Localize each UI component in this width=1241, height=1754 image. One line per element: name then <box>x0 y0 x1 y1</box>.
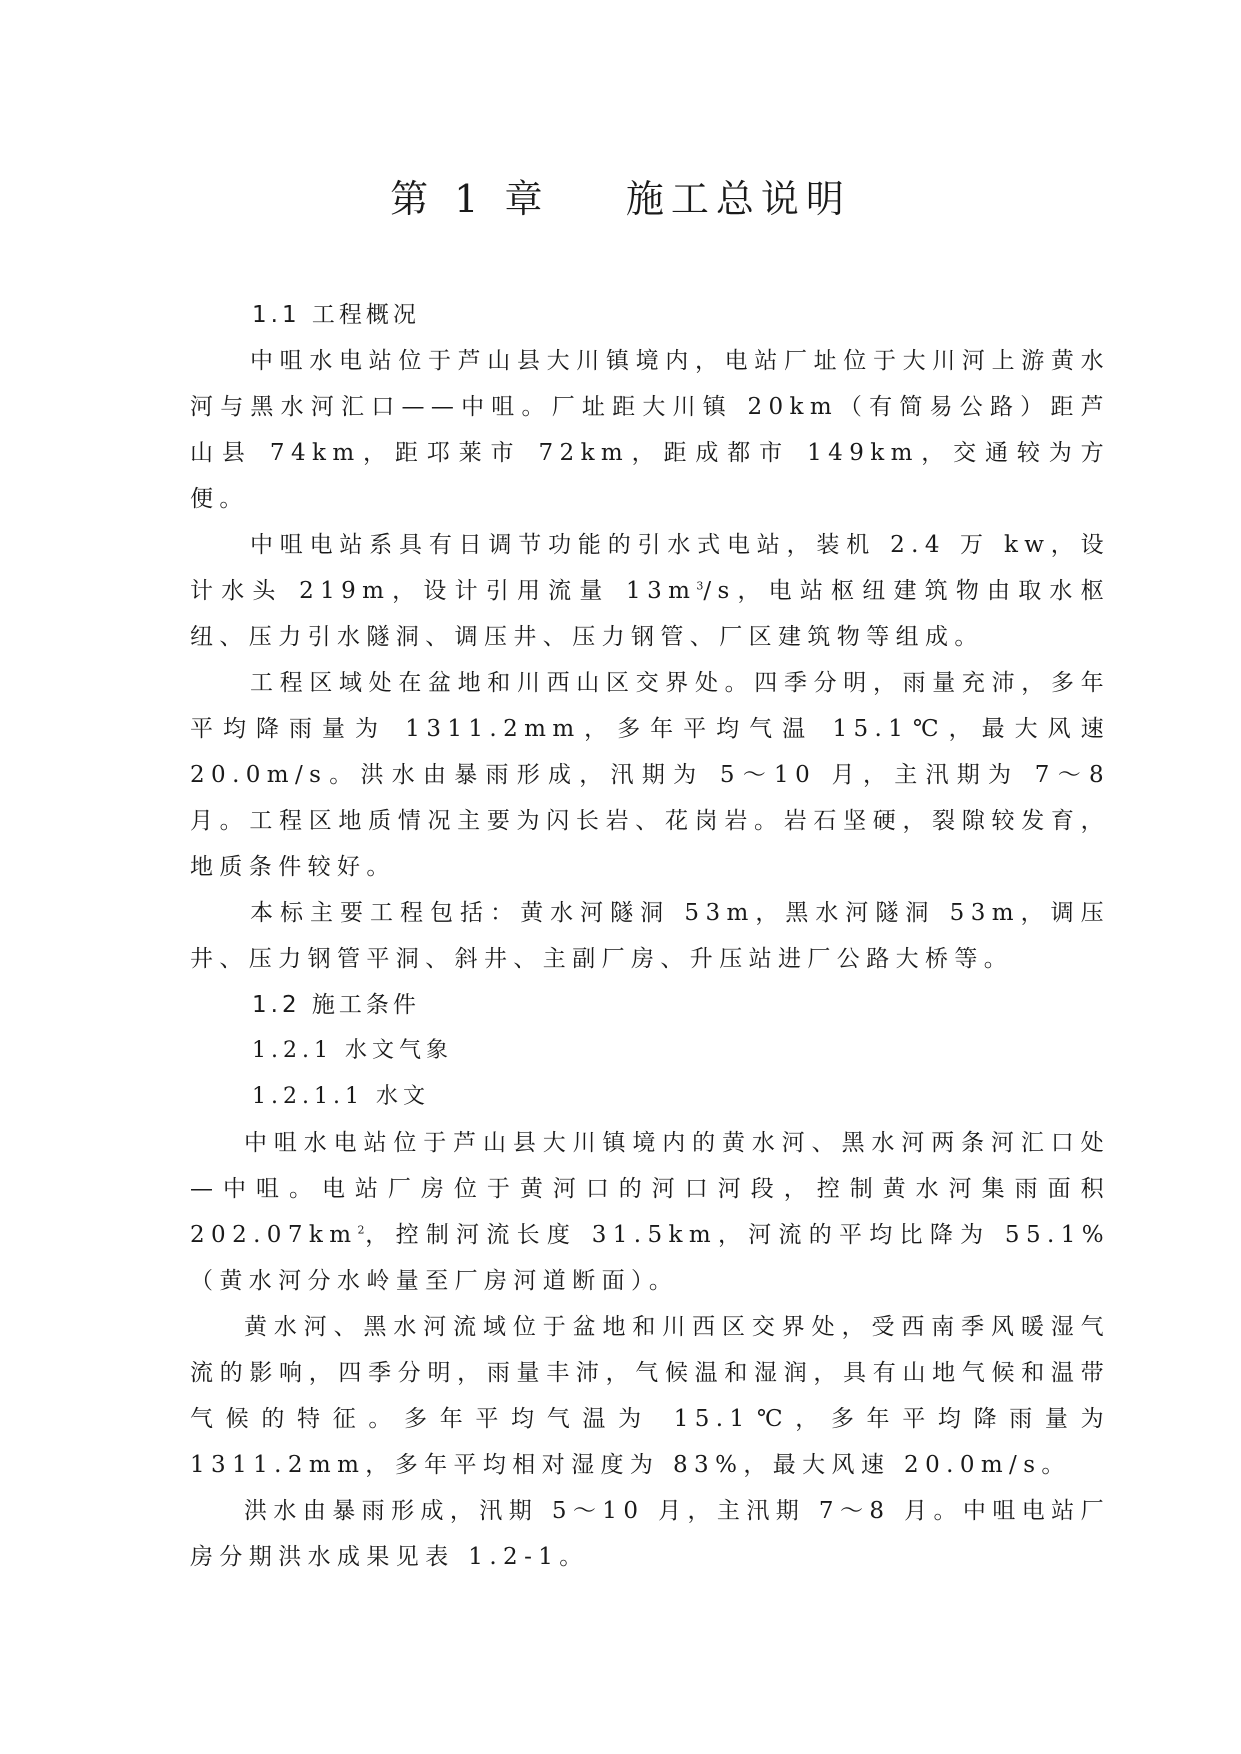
paragraph-climate: 黄水河、黑水河流域位于盆地和川西区交界处，受西南季风暖湿气流的影响，四季分明，雨量丰沛，气候温和湿润，具有山地气候和温带气候的特征。多年平均气温为 15.1℃，多年平均降雨量为 1311.2mm，多年平均相对湿度为 83%，最大风速 20.0m/s。 <box>190 1314 1110 1478</box>
paragraph-text: ，控制河流长度 31.5km，河流的平均比降为 55.1%（黄水河分水岭量至厂房河道断面）。 <box>190 1222 1110 1294</box>
chapter-title: 第 1 章 施工总说明 <box>390 177 851 221</box>
document-body <box>190 292 1110 1580</box>
section-heading-1-1: 1.1 工程概况 <box>252 302 420 328</box>
paragraph-text: 中咀电站系具有日调节功能的引水式电站，装机 2.4 万 kw，设计水头 219m，设计引用流量 13m <box>190 532 1110 604</box>
subsection-heading-1-2-1-1: 1.2.1.1 水文 <box>252 1084 430 1109</box>
paragraph-hydrology-basin <box>190 1120 1110 1304</box>
paragraph-station-overview <box>190 522 1110 660</box>
paragraph-text: /s，电站枢纽建筑物由取水枢纽、压力引水隧洞、调压井、压力钢管、厂区建筑物等组成。 <box>190 578 1110 650</box>
paragraph-climate-geology: 工程区域处在盆地和川西山区交界处。四季分明，雨量充沛，多年平均降雨量为 1311.2mm，多年平均气温 15.1℃，最大风速 20.0m/s。洪水由暴雨形成，汛期为 5～10 月，主汛期为 7～8 月。工程区地质情况主要为闪长岩、花岗岩。岩石坚硬，裂隙较发育，地质条件较好。 <box>190 670 1110 880</box>
section-heading-1-2: 1.2 施工条件 <box>252 992 420 1018</box>
paragraph-scope-of-works: 本标主要工程包括：黄水河隧洞 53m，黑水河隧洞 53m，调压井、压力钢管平洞、斜井、主副厂房、升压站进厂公路大桥等。 <box>190 900 1110 972</box>
subsection-heading-1-2-1: 1.2.1 水文气象 <box>252 1038 453 1063</box>
paragraph-project-location: 中咀水电站位于芦山县大川镇境内，电站厂址位于大川河上游黄水河与黑水河汇口——中咀。厂址距大川镇 20km（有简易公路）距芦山县 74km，距邛莱市 72km，距成都市 149km，交通较为方便。 <box>190 348 1110 512</box>
superscript-exponent: 2 <box>357 1223 365 1237</box>
paragraph-text: 中咀水电站位于芦山县大川镇境内的黄水河、黑水河两条河汇口处—中咀。电站厂房位于黄河口的河口河段，控制黄水河集雨面积 202.07km <box>190 1130 1110 1248</box>
superscript-exponent: 3 <box>696 579 704 593</box>
paragraph-flood: 洪水由暴雨形成，汛期 5～10 月，主汛期 7～8 月。中咀电站厂房分期洪水成果见表 1.2-1。 <box>190 1498 1110 1570</box>
